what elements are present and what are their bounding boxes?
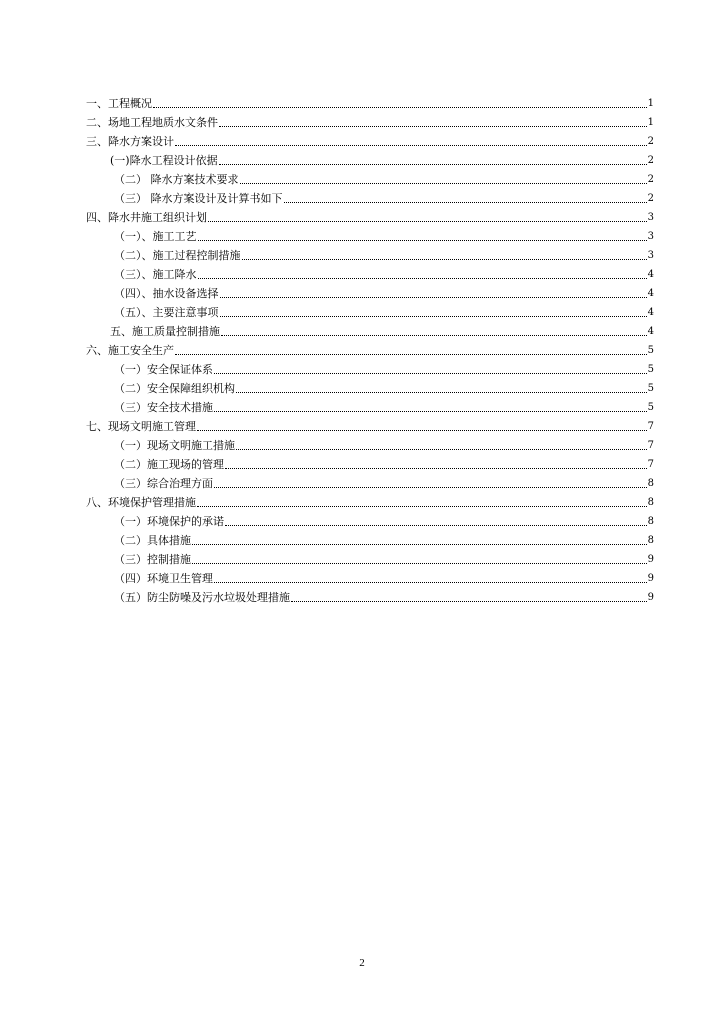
toc-entry-title: (一)降水工程设计依据 xyxy=(110,154,218,167)
toc-entry-page: 5 xyxy=(647,364,654,375)
toc-entry[interactable] xyxy=(86,113,654,132)
toc-entry-title: （三）安全技术措施 xyxy=(114,401,213,414)
toc-leader-dots xyxy=(198,277,647,279)
toc-entry-page: 9 xyxy=(647,573,654,584)
toc-entry-page: 8 xyxy=(647,497,654,508)
toc-entry-title: 三、降水方案设计 xyxy=(86,135,174,148)
toc-entry-page: 2 xyxy=(647,136,654,147)
toc-entry-page: 7 xyxy=(647,421,654,432)
toc-entry-page: 7 xyxy=(647,440,654,451)
toc-entry[interactable] xyxy=(86,151,654,170)
toc-entry[interactable] xyxy=(86,322,654,341)
toc-entry-title: 四、降水井施工组织计划 xyxy=(86,211,207,224)
toc-entry[interactable] xyxy=(86,227,654,246)
toc-leader-dots xyxy=(192,543,647,545)
toc-leader-dots xyxy=(220,315,647,317)
toc-entry-title: （二）安全保障组织机构 xyxy=(114,382,235,395)
toc-entry-page: 2 xyxy=(647,193,654,204)
toc-entry[interactable] xyxy=(86,474,654,493)
toc-leader-dots xyxy=(175,144,647,146)
toc-leader-dots xyxy=(284,201,647,203)
toc-leader-dots xyxy=(153,106,647,108)
toc-entry[interactable] xyxy=(86,398,654,417)
toc-entry-title: （二）具体措施 xyxy=(114,534,191,547)
toc-leader-dots xyxy=(214,372,647,374)
toc-entry-page: 1 xyxy=(647,98,654,109)
table-of-contents xyxy=(86,94,654,607)
toc-leader-dots xyxy=(214,410,647,412)
toc-entry[interactable] xyxy=(86,493,654,512)
toc-leader-dots xyxy=(214,581,647,583)
toc-entry-title: （二）、施工过程控制措施 xyxy=(114,249,241,262)
toc-entry-title: （一）安全保证体系 xyxy=(114,363,213,376)
toc-entry-page: 4 xyxy=(647,326,654,337)
toc-entry[interactable] xyxy=(86,170,654,189)
toc-entry-page: 8 xyxy=(647,478,654,489)
toc-entry-page: 5 xyxy=(647,383,654,394)
toc-entry[interactable] xyxy=(86,265,654,284)
toc-entry[interactable] xyxy=(86,284,654,303)
toc-entry-title: 六、施工安全生产 xyxy=(86,344,174,357)
toc-entry-title: （三） 降水方案设计及计算书如下 xyxy=(114,192,283,205)
toc-leader-dots xyxy=(175,353,647,355)
toc-entry[interactable] xyxy=(86,360,654,379)
toc-leader-dots xyxy=(208,220,647,222)
toc-leader-dots xyxy=(225,467,647,469)
toc-leader-dots xyxy=(236,448,647,450)
toc-leader-dots xyxy=(198,239,647,241)
toc-leader-dots xyxy=(240,182,647,184)
toc-entry[interactable] xyxy=(86,531,654,550)
toc-entry-page: 5 xyxy=(647,345,654,356)
toc-entry[interactable] xyxy=(86,303,654,322)
toc-leader-dots xyxy=(192,562,647,564)
toc-leader-dots xyxy=(220,296,647,298)
toc-entry-title: 五、施工质量控制措施 xyxy=(110,325,220,338)
toc-entry-title: 一、工程概况 xyxy=(86,97,152,110)
toc-entry[interactable] xyxy=(86,94,654,113)
toc-entry-page: 4 xyxy=(647,288,654,299)
toc-entry-page: 3 xyxy=(647,212,654,223)
toc-entry[interactable] xyxy=(86,436,654,455)
toc-entry-title: （五）防尘防噪及污水垃圾处理措施 xyxy=(114,591,290,604)
toc-leader-dots xyxy=(221,334,647,336)
toc-entry-title: 二、场地工程地质水文条件 xyxy=(86,116,218,129)
toc-entry-page: 9 xyxy=(647,554,654,565)
toc-leader-dots xyxy=(197,505,647,507)
toc-entry-title: （四）环境卫生管理 xyxy=(114,572,213,585)
toc-entry-title: （一）环境保护的承诺 xyxy=(114,515,224,528)
toc-entry-title: （四）、抽水设备选择 xyxy=(114,287,219,300)
toc-leader-dots xyxy=(242,258,647,260)
toc-entry[interactable] xyxy=(86,550,654,569)
toc-entry[interactable] xyxy=(86,588,654,607)
toc-entry[interactable] xyxy=(86,341,654,360)
toc-leader-dots xyxy=(225,524,647,526)
toc-entry-title: （一）、施工工艺 xyxy=(114,230,197,243)
toc-entry-page: 7 xyxy=(647,459,654,470)
toc-entry[interactable] xyxy=(86,512,654,531)
toc-entry-title: 八、环境保护管理措施 xyxy=(86,496,196,509)
toc-entry-page: 8 xyxy=(647,516,654,527)
toc-entry[interactable] xyxy=(86,208,654,227)
toc-leader-dots xyxy=(219,125,647,127)
toc-entry[interactable] xyxy=(86,189,654,208)
toc-entry-page: 9 xyxy=(647,592,654,603)
toc-entry-page: 2 xyxy=(647,155,654,166)
toc-entry-title: （二） 降水方案技术要求 xyxy=(114,173,239,186)
toc-entry-page: 4 xyxy=(647,269,654,280)
toc-entry-title: （三）控制措施 xyxy=(114,553,191,566)
toc-leader-dots xyxy=(197,429,647,431)
toc-entry[interactable] xyxy=(86,246,654,265)
toc-entry-page: 2 xyxy=(647,174,654,185)
toc-entry-page: 3 xyxy=(647,231,654,242)
toc-entry-page: 1 xyxy=(647,117,654,128)
toc-entry-title: 七、现场文明施工管理 xyxy=(86,420,196,433)
toc-entry[interactable] xyxy=(86,132,654,151)
toc-leader-dots xyxy=(214,486,647,488)
toc-entry-title: （三）、施工降水 xyxy=(114,268,197,281)
toc-entry-page: 5 xyxy=(647,402,654,413)
toc-leader-dots xyxy=(291,600,647,602)
toc-leader-dots xyxy=(219,163,647,165)
toc-entry-title: （三）综合治理方面 xyxy=(114,477,213,490)
toc-entry-title: （二）施工现场的管理 xyxy=(114,458,224,471)
toc-entry-title: （一）现场文明施工措施 xyxy=(114,439,235,452)
page-number: 2 xyxy=(359,957,365,969)
toc-entry[interactable] xyxy=(86,569,654,588)
toc-entry[interactable] xyxy=(86,455,654,474)
toc-entry[interactable] xyxy=(86,417,654,436)
toc-entry[interactable] xyxy=(86,379,654,398)
toc-leader-dots xyxy=(236,391,647,393)
toc-entry-title: （五）、主要注意事项 xyxy=(114,306,219,319)
toc-entry-page: 4 xyxy=(647,307,654,318)
toc-entry-page: 8 xyxy=(647,535,654,546)
toc-entry-page: 3 xyxy=(647,250,654,261)
